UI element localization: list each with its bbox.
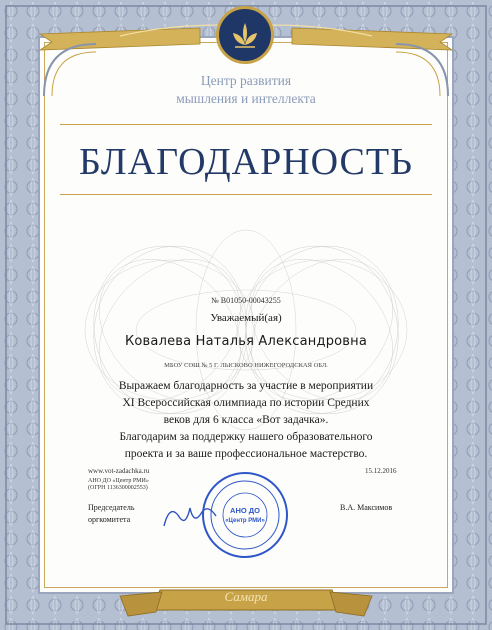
lotus-icon xyxy=(219,9,271,61)
org-details-line-2: (ОГРН 1136300002553) xyxy=(88,485,148,491)
body-line: XI Всероссийская олимпиада по истории Средних xyxy=(122,397,370,409)
org-details-line-1: АНО ДО «Центр РМИ» xyxy=(88,478,149,484)
certificate-title: БЛАГОДАРНОСТЬ xyxy=(79,141,413,183)
stamp-text-1: АНО ДО xyxy=(230,506,260,515)
website-link[interactable]: www.vot-zadachka.ru xyxy=(88,467,150,475)
signer-role-line-1: Председатель xyxy=(88,503,135,512)
divider-top xyxy=(60,124,432,125)
ribbon-label: Самара xyxy=(224,589,268,604)
organization-line-2: мышления и интеллекта xyxy=(176,91,316,106)
issue-date: 15.12.2016 xyxy=(365,467,397,475)
certificate-number: № В01050-00043255 xyxy=(211,296,281,305)
logo-emblem xyxy=(216,6,274,64)
stamp-text-2: «Центр РМИ» xyxy=(225,518,265,524)
signer-role-line-2: оргкомитета xyxy=(88,515,131,524)
organization-line-1: Центр развития xyxy=(200,73,292,88)
signer-name: В.А. Максимов xyxy=(340,503,393,512)
body-line: проекта и за ваше профессиональное мастерство. xyxy=(124,448,368,460)
body-line: веков для 6 класса «Вот задачка». xyxy=(163,414,329,426)
body-line: Выражаем благодарность за участие в мероприятии xyxy=(118,380,374,392)
greeting: Уважаемый(ая) xyxy=(210,312,282,324)
recipient-name: Ковалева Наталья Александровна xyxy=(124,334,368,349)
divider-bottom xyxy=(60,194,432,195)
official-stamp xyxy=(200,470,290,560)
school-name: МБОУ СОШ № 5 Г. ЛЫСКОВО НИЖЕГОРОДСКАЯ ОБЛ. xyxy=(164,362,328,369)
body-line: Благодарим за поддержку нашего образовательного xyxy=(119,431,373,443)
